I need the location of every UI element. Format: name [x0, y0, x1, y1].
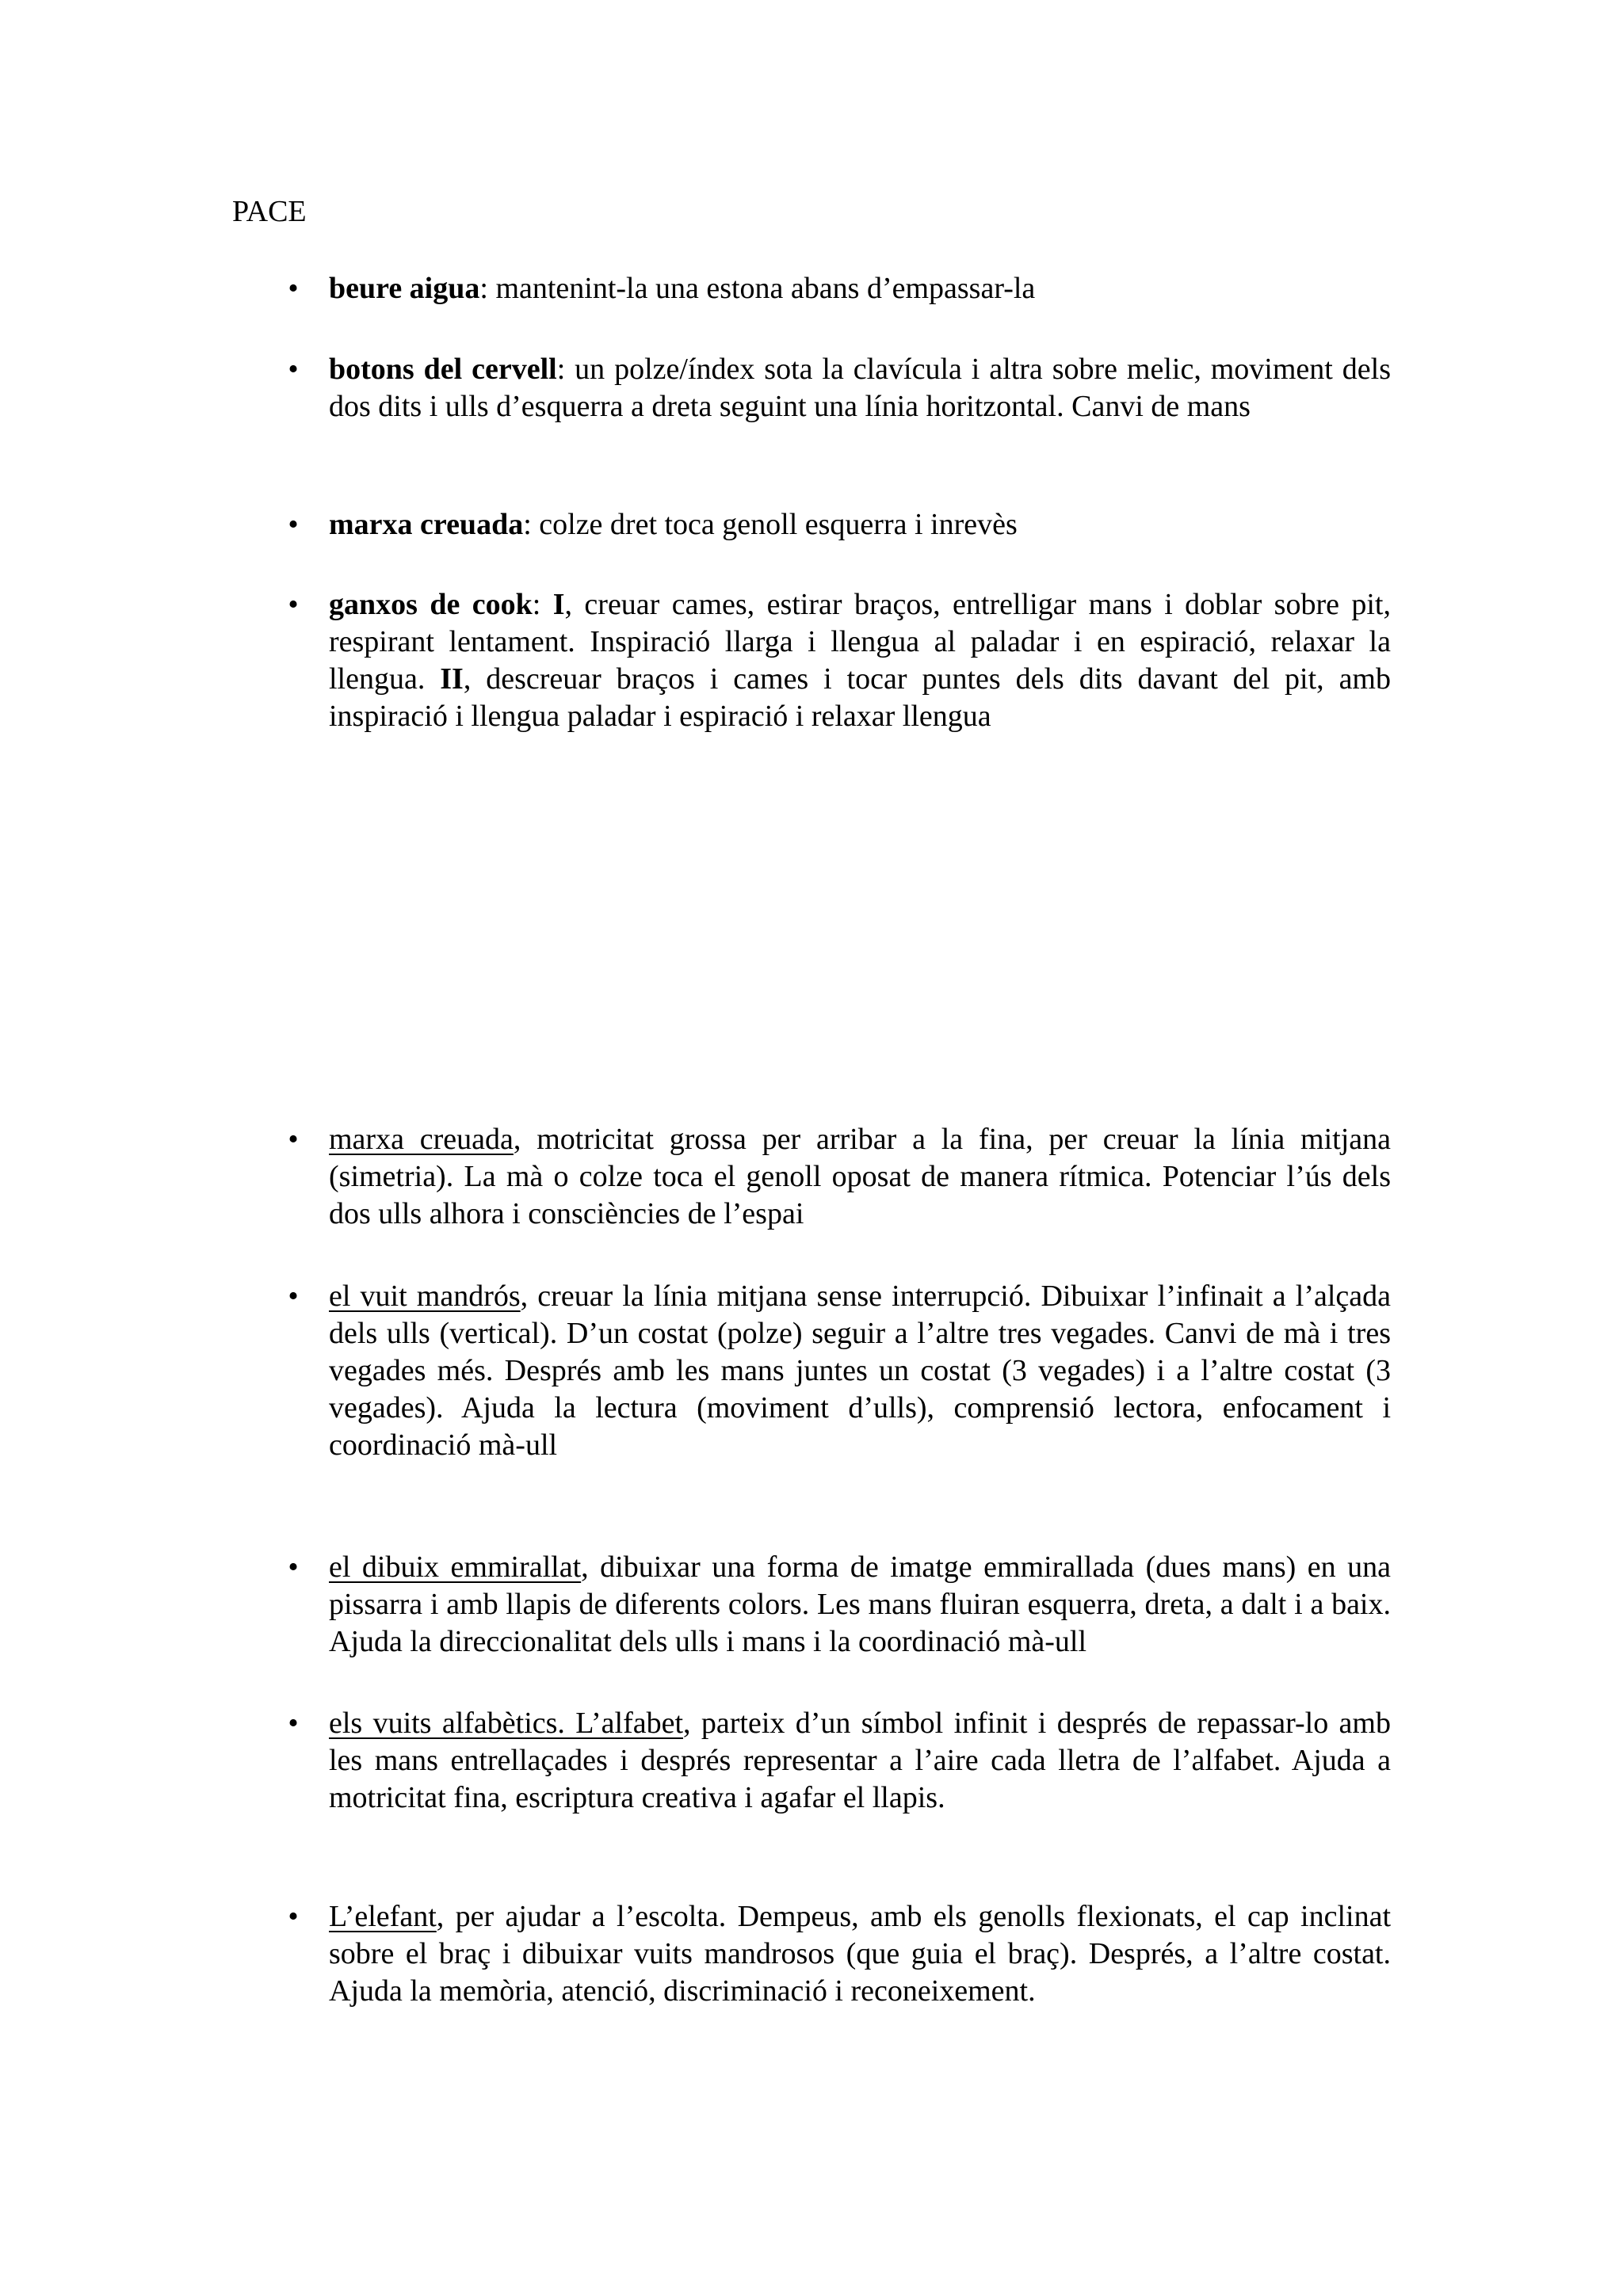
bullet-icon: • — [288, 1123, 299, 1156]
item-term: L’elefant — [329, 1900, 437, 1933]
list-item — [288, 1549, 1392, 1661]
bullet-icon: • — [288, 272, 299, 305]
list-item — [288, 1898, 1391, 2010]
item-term: ganxos de cook — [329, 588, 533, 621]
item-text: , dibuixar una forma de imatge emmirallada (dues mans) en una pissarra i amb llapis de diferents colors. Les mans fluiran esquerra, dreta, a dalt i a baix. Ajuda la direccionalitat dels ulls i mans i la coordinació mà-ull — [329, 1550, 1392, 1658]
item-text: , motricitat grossa per arribar a la fina, per creuar la línia mitjana (simetria). La mà o colze toca el genoll oposat de manera rítmica. Potenciar l’ús dels dos ulls alhora i consciències de l’espai — [329, 1123, 1391, 1230]
bullet-icon: • — [288, 353, 299, 386]
item-term: marxa creuada — [329, 508, 524, 541]
bullet-icon: • — [288, 588, 299, 621]
item-text: , creuar la línia mitjana sense interrupció. Dibuixar l’infinait a l’alçada dels ulls (vertical). D’un costat (polze) seguir a l’altre tres vegades. Canvi de mà i tres vegades més. Després amb les mans juntes un costat (3 vegades) i a l’altre costat (3 vegades). Ajuda la lectura (moviment d’ulls), comprensió lectora, enfocament i coordinació mà-ull — [329, 1280, 1391, 1462]
list-item: • ganxos de cook: I, creuar cames, estirar braços, entrelligar mans i doblar sobre pit, respirant lentament. Inspiració llarga i llengua al paladar i en espiració, relaxar la llengua. II, descreuar braços i cames i tocar puntes dels dits davant del pit, amb inspiració i llengua paladar i espiració i relaxar llengua — [329, 586, 1391, 735]
list-item: • beure aigua: mantenint-la una estona abans d’empassar-la — [329, 270, 1391, 307]
bullet-icon: • — [288, 1900, 299, 1933]
item-term: beure aigua — [329, 272, 480, 305]
list-item — [288, 1705, 1391, 1817]
list-item: • botons del cervell: un polze/índex sota la clavícula i altra sobre melic, moviment dels dos dits i ulls d’esquerra a dreta seguint una línia horitzontal. Canvi de mans — [329, 351, 1391, 425]
item-text: colze dret toca genoll esquerra i inrevès — [539, 508, 1018, 541]
bullet-icon: • — [288, 1707, 299, 1740]
page-title: PACE — [232, 195, 307, 228]
item-text: mantenint-la una estona abans d’empassar-la — [495, 272, 1036, 305]
item-term: botons del cervell — [329, 353, 557, 386]
item-term: els vuits alfabètics. L’alfabet — [329, 1707, 684, 1740]
bullet-icon: • — [288, 508, 299, 541]
list-item — [288, 1278, 1391, 1464]
item-term: marxa creuada — [329, 1123, 514, 1156]
item-text: un polze/índex sota la clavícula i altra sobre melic, moviment dels dos dits i ulls d’esquerra a dreta seguint una línia horitzontal. Canvi de mans — [329, 353, 1391, 423]
bullet-icon: • — [288, 1550, 299, 1584]
bullet-icon: • — [288, 1280, 299, 1313]
list-item: • marxa creuada: colze dret toca genoll esquerra i inrevès — [329, 506, 1391, 543]
item-text: , per ajudar a l’escolta. Dempeus, amb els genolls flexionats, el cap inclinat sobre el braç i dibuixar vuits mandrosos (que guia el braç). Després, a l’altre costat. Ajuda la memòria, atenció, discriminació i reconeixement. — [329, 1900, 1391, 2008]
item-term: el dibuix emmirallat — [329, 1550, 582, 1584]
item-text: , parteix d’un símbol infinit i després de repassar-lo amb les mans entrellaçades i després representar a l’aire cada lletra de l’alfabet. Ajuda a motricitat fina, escriptura creativa i agafar el llapis. — [329, 1707, 1391, 1814]
list-item — [288, 1121, 1391, 1233]
item-term: el vuit mandrós — [329, 1280, 521, 1313]
